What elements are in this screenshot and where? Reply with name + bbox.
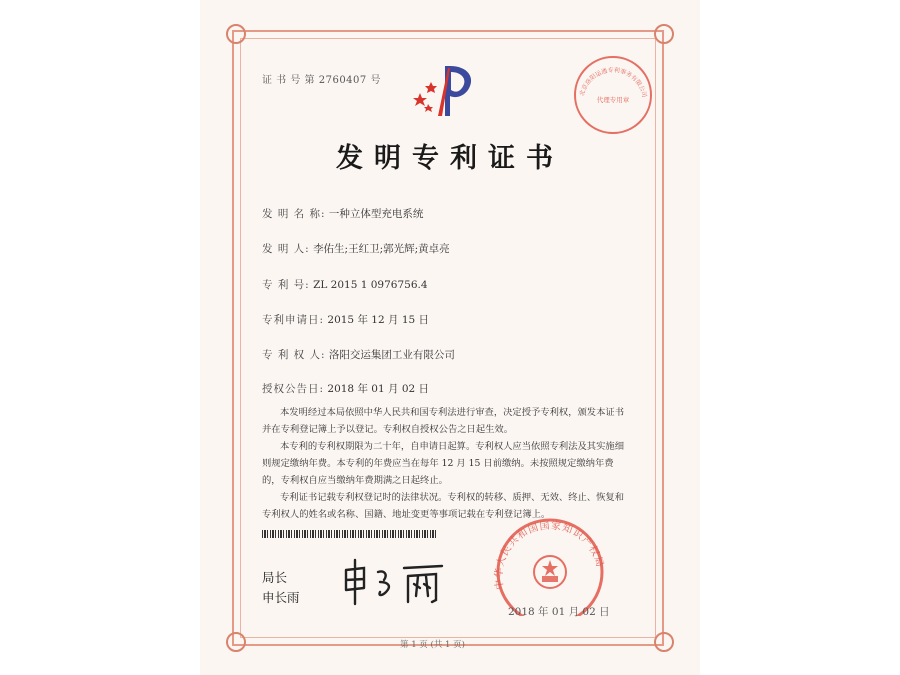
field-label: 专利申请日: xyxy=(262,314,325,326)
corner-ornament-bottom-right xyxy=(654,632,674,652)
body-paragraph: 本专利的专利权期限为二十年，自申请日起算。专利权人应当依照专利法及其实施细则规定缴纳年费。本专利的年费应当在每年 12 月 15 日前缴纳。未按照规定缴纳年费的，专利权自应当缴纳年费期满之日起终止。 xyxy=(262,441,624,486)
field-label: 发 明 人: xyxy=(262,243,310,255)
certificate-number-label: 证 书 号 第 xyxy=(262,75,316,86)
small-seal-center-text: 代理专用章 xyxy=(596,96,630,104)
field-label: 专 利 权 人: xyxy=(262,349,326,361)
field-label: 发 明 名 称: xyxy=(262,208,326,220)
field-value: ZL 2015 1 0976756.4 xyxy=(313,279,428,291)
field-value: 一种立体型充电系统 xyxy=(328,208,424,220)
corner-ornament-top-right xyxy=(654,24,674,44)
patent-office-emblem-icon xyxy=(398,58,498,120)
body-paragraph: 专利证书记载专利权登记时的法律状况。专利权的转移、质押、无效、终止、恢复和专利权人的姓名或名称、国籍、地址变更等事项记载在专利登记簿上。 xyxy=(262,492,624,520)
certificate-number: 2760407 xyxy=(318,75,367,86)
signatory-title: 局长 xyxy=(262,570,288,585)
field-label: 专 利 号: xyxy=(262,279,310,291)
page-number: 第 1 页 (共 1 页) xyxy=(400,640,465,650)
national-emblem-icon xyxy=(534,556,566,588)
big-seal-text: 中华人民共和国国家知识产权局 xyxy=(493,520,606,591)
corner-ornament-bottom-left xyxy=(226,632,246,652)
small-seal-text: 北京洛阳运通专利事务有限公司 xyxy=(578,66,648,99)
certificate-title: 发明专利证书 xyxy=(336,143,564,174)
field-grant-date xyxy=(262,381,429,396)
certificate-body xyxy=(262,404,632,523)
signatory-name: 申长雨 xyxy=(262,590,300,605)
barcode xyxy=(262,530,436,538)
field-patentee xyxy=(262,347,455,362)
handwritten-signature xyxy=(338,552,448,612)
field-value: 2018 年 01 月 02 日 xyxy=(327,383,430,395)
field-patent-number xyxy=(262,277,428,292)
body-paragraph: 本发明经过本局依照中华人民共和国专利法进行审查，决定授予专利权，颁发本证书并在专利登记簿上予以登记。专利权自授权公告之日起生效。 xyxy=(262,407,624,435)
certificate-number-line xyxy=(262,71,381,86)
svg-text:北京洛阳运通专利事务有限公司 xyxy=(578,66,649,98)
field-value: 2015 年 12 月 15 日 xyxy=(327,314,430,326)
certificate-number-suffix: 号 xyxy=(370,75,381,86)
field-inventors xyxy=(262,241,450,256)
field-label: 授权公告日: xyxy=(262,383,325,395)
field-value: 李佑生;王红卫;郭光辉;黄卓亮 xyxy=(313,243,450,255)
issue-date: 2018 年 01 月 02 日 xyxy=(508,606,610,618)
state-ip-office-seal xyxy=(490,516,610,616)
agency-seal xyxy=(570,52,656,138)
field-application-date xyxy=(262,312,429,327)
field-invention-name xyxy=(262,206,423,221)
corner-ornament-top-left xyxy=(226,24,246,44)
field-value: 洛阳交运集团工业有限公司 xyxy=(328,349,455,361)
